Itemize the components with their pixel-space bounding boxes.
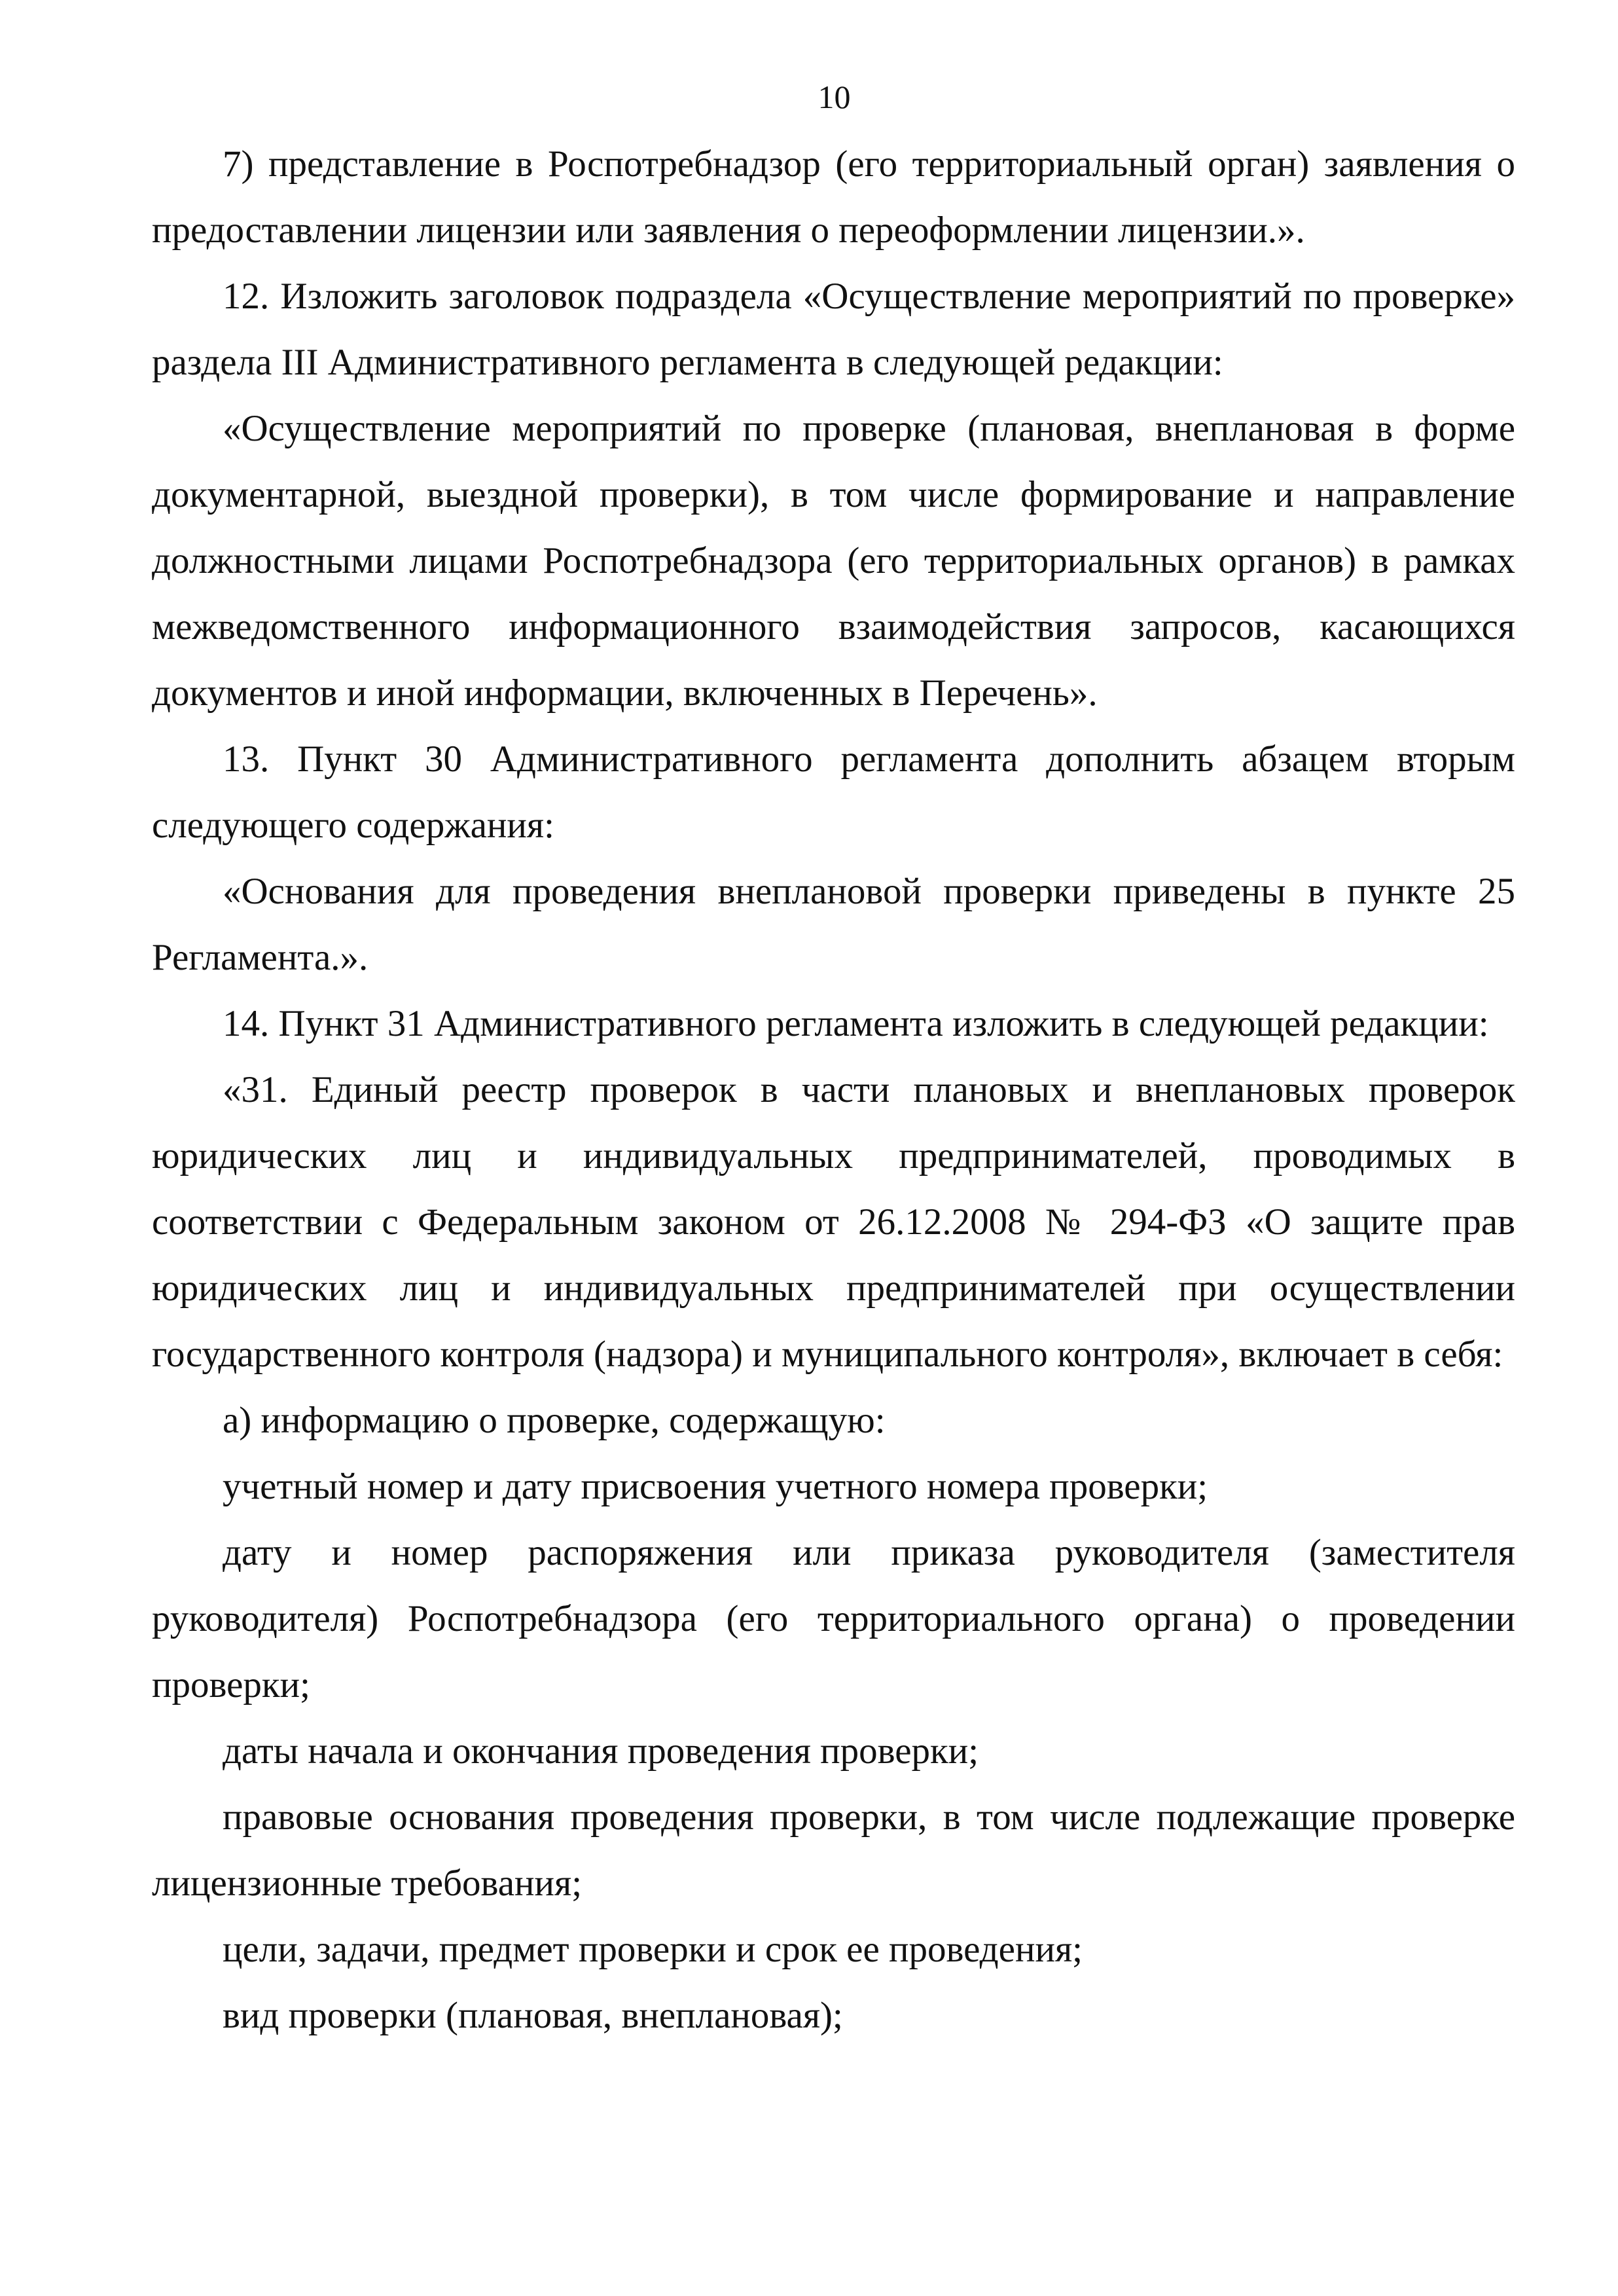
paragraph-quoted-heading: «Осуществление мероприятий по проверке (плановая, внеплановая в форме документарной, выездной проверки), в том числе формирование и направление должностными лицами Роспотребнадзора (его территориальных органов) в рамках межведомственного информационного взаимодействия запросов, касающихся документов и иной информации, включенных в Перечень». (152, 408, 1515, 714)
paragraph-inspection-dates: даты начала и окончания проведения проверки; (223, 1730, 979, 1772)
paragraph-goals: цели, задачи, предмет проверки и срок ее проведения; (223, 1929, 1083, 1970)
paragraph-point-31: «31. Единый реестр проверок в части плановых и внеплановых проверок юридических лиц и индивидуальных предпринимателей, проводимых в соответствии с Федеральным законом от 26.12.2008 № 294-ФЗ «О защите прав юридических лиц и индивидуальных предпринимателей при осуществлении государственного контроля (надзора) и муниципального контроля», включает в себя: (152, 1069, 1515, 1375)
paragraph-subitem-a: а) информацию о проверке, содержащую: (223, 1400, 886, 1441)
paragraph-order-date: дату и номер распоряжения или приказа руководителя (заместителя руководителя) Роспотребнадзора (его территориального органа) о проведении проверки; (152, 1532, 1515, 1705)
paragraph-point-14: 14. Пункт 31 Административного регламента изложить в следующей редакции: (223, 1003, 1489, 1044)
page-number: 10 (818, 79, 851, 115)
paragraph-item-7: 7) представление в Роспотребнадзор (его территориальный орган) заявления о предоставлении лицензии или заявления о переоформлении лицензии.». (152, 143, 1515, 251)
paragraph-account-number: учетный номер и дату присвоения учетного номера проверки; (223, 1466, 1208, 1507)
document-body (152, 131, 1515, 2049)
paragraph-point-12: 12. Изложить заголовок подраздела «Осуществление мероприятий по проверке» раздела III Административного регламента в следующей редакции: (152, 276, 1515, 383)
paragraph-legal-grounds: правовые основания проведения проверки, в том числе подлежащие проверке лицензионные требования; (152, 1796, 1515, 1904)
paragraph-quoted-grounds: «Основания для проведения внеплановой проверки приведены в пункте 25 Регламента.». (152, 871, 1515, 978)
paragraph-point-13: 13. Пункт 30 Административного регламента дополнить абзацем вторым следующего содержания: (152, 738, 1515, 846)
paragraph-inspection-type: вид проверки (плановая, внеплановая); (223, 1995, 843, 2036)
